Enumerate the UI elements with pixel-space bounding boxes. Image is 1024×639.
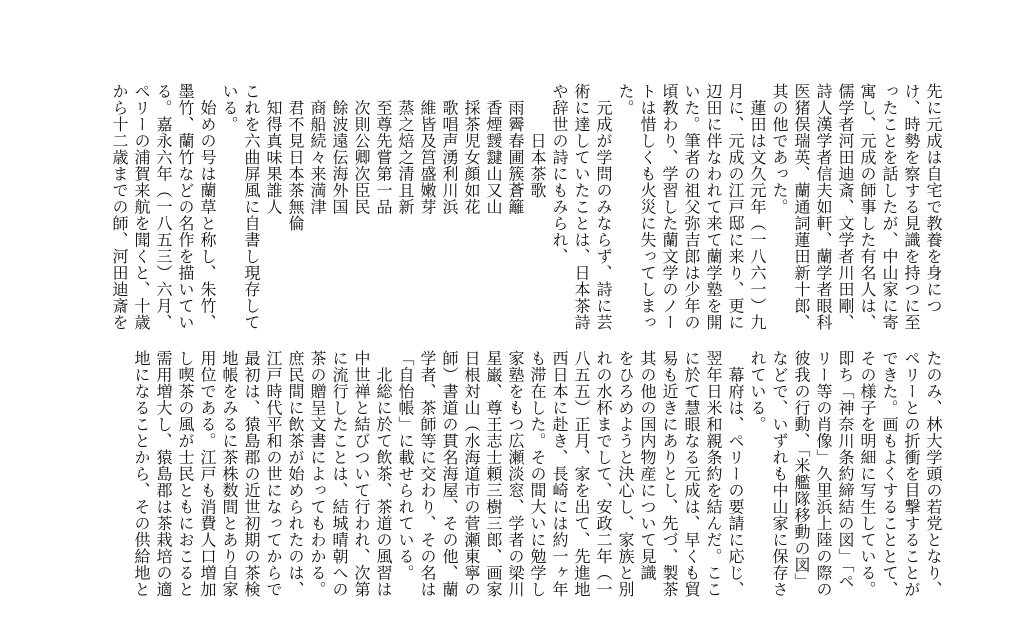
text-column: その様子を明細に写生している。 [858,350,877,598]
text-column: 辺田に伴なわれて来て蘭学塾を開 [704,83,723,331]
text-column: 北総に於て飲茶、茶道の風習は [374,350,393,598]
text-column: 江戸時代平和の世になってからで [264,350,283,598]
text-column: る。嘉永六年（一八五三）六月、 [154,83,173,331]
text-column: リー等の肖像」久里浜上陸の際の [814,350,833,598]
text-column: 元成が学問のみならず、詩に芸 [594,83,613,331]
text-column: 雨霽春圃簇蒼籬 [506,83,525,215]
text-column: 家塾をもつ広瀬淡窓、学者の梁川 [506,350,525,598]
text-column: 需用増大し、猿島郡は茶栽培の適 [154,350,173,598]
text-column: 維皆及筥盛嫩芽 [418,83,437,215]
text-column: 易も近きにありとし、先づ、製茶 [660,350,679,598]
text-column: 地帳をみるに茶株数間とあり自家 [220,350,239,598]
text-column: 採茶児女顔如花 [462,83,481,215]
text-column: 「自怡帳」に載せられている。 [396,350,415,581]
text-column: 学者、茶師等に交わり、その名は [418,350,437,598]
text-column: 歌唱声湧利川浜 [440,83,459,215]
text-column: 庶民間に飲茶が始められたのは、 [286,350,305,598]
text-column: 月に、元成の江戸邸に来り、更に [726,83,745,331]
text-column: 商船続々来満津 [308,83,327,215]
text-column: 先に元成は自宅で教養を身につ [924,83,943,314]
text-column: 香煙靉靆山又山 [484,83,503,215]
text-column: 彼我の行動、「米艦隊移動の図」 [792,350,811,590]
text-column: た。 [616,83,635,116]
text-column: いた。筆者の祖父弥吉郎は少年の [682,83,701,331]
text-column: ったことを話したが、中山家に寄 [880,83,899,331]
text-column: トは惜しくも火災に失ってしまっ [638,83,657,331]
text-column: 術に達していたことは、日本茶詩 [572,83,591,331]
text-column: 次則公卿次臣民 [352,83,371,215]
text-column: 知得真味果誰人 [264,83,283,215]
text-column: 地になることから、その供給地と [132,350,151,598]
text-column: 最初は、猿島郡の近世初期の茶検 [242,350,261,598]
text-column: に流行したことは、結城晴朝への [330,350,349,598]
text-column: 中世禅と結びついて行われ、次第 [352,350,371,598]
text-column: 墨竹、蘭竹などの名作を描いてい [176,83,195,331]
text-column: たのみ、林大学頭の若党となり、 [924,350,943,598]
text-column: 儒学者河田迪斎、文学者川田剛、 [836,83,855,331]
text-column: から十二歳までの師、河田迪斎を [110,83,129,331]
text-column: 幕府は、ペリーの要請に応じ、 [726,350,745,598]
text-column: 即ち「神奈川条約締結の図」「ペ [836,350,855,590]
text-column: これを六曲屏風に自書し現存して [242,83,261,331]
text-column: 君不見日本茶無倫 [286,83,305,232]
text-column: 日本茶歌 [528,83,547,199]
text-column: 八五五）正月、家を出て、先進地 [572,350,591,598]
text-column: や辞世の詩にもみられ、 [550,83,569,265]
text-column: 医猪俣瑞英、蘭通詞蓮田新十郎、 [792,83,811,331]
text-column: 至尊先嘗第一品 [374,83,393,215]
text-column: れている。 [748,350,767,433]
text-column: 星巌、尊王志士頼三樹三郎、画家 [484,350,503,598]
text-column: 寓し、元成の師事した有名人は、 [858,83,877,331]
text-column: も滞在した。その間大いに勉学し [528,350,547,598]
text-column: 其の他の国内物産について見識 [638,350,657,581]
text-column: 師）書道の貫名海屋、その他、蘭 [440,350,459,598]
text-column: 用位である。江戸も消費人口増加 [198,350,217,598]
upper-text-block [108,83,944,331]
text-column: し喫茶の風が士民ともにおこると [176,350,195,598]
text-column: 西日本に赴き、長崎には約一ヶ年 [550,350,569,598]
lower-text-block [130,350,944,612]
text-column: 餘波遠伝海外国 [330,83,349,215]
text-column: 詩人漢学者信夫如軒、蘭学者眼科 [814,83,833,331]
text-column: 始めの号は蘭草と称し、朱竹、 [198,83,217,331]
text-column: ペリーの浦賀来航を聞くと、十歳 [132,83,151,331]
text-column: れの水杯までして、安政二年（一 [594,350,613,598]
text-column: などで、いずれも中山家に保存さ [770,350,789,598]
text-column: 蒸之焙之清且新 [396,83,415,215]
text-column: に於て慧眼なる元成は、早くも貿 [682,350,701,598]
text-column: ペリーとの折衝を目撃することが [902,350,921,598]
text-column: 翌年日米和親条約を結んだ。ここ [704,350,723,598]
text-column: をひろめようと決心し、家族と別 [616,350,635,598]
text-column: できた。画もよくすることとて、 [880,350,899,598]
text-column: 蓮田は文久元年（一八六一）九 [748,83,767,331]
text-column: いる。 [220,83,239,133]
text-column: 茶の贈呈文書によってもわかる。 [308,350,327,598]
text-column: 其の他であった。 [770,83,789,215]
text-column: 頃教わり、学習した蘭文学のノー [660,83,679,331]
text-column: け、時勢を察する見識を持つに至 [902,83,921,331]
text-column: 日根対山（水海道市の菅瀬東寧の [462,350,481,598]
